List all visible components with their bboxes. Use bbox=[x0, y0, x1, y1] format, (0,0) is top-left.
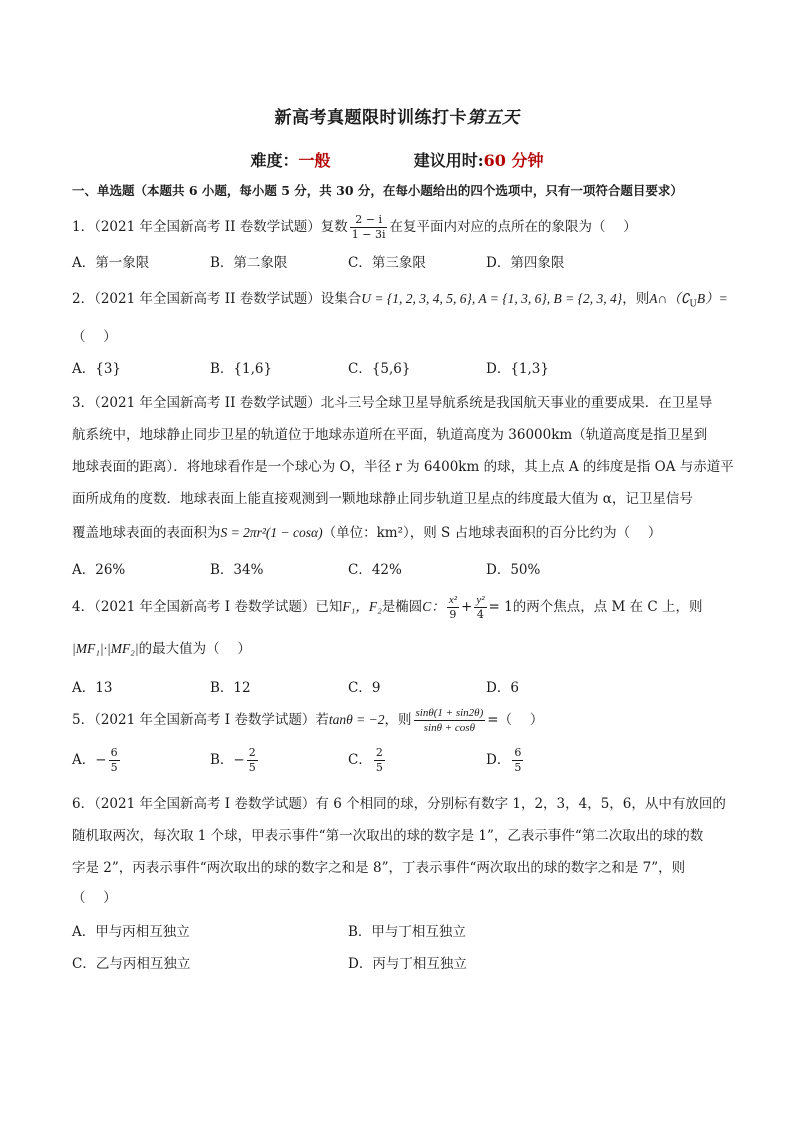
q5-fraction: $\frac{\sin\theta(1 + \sin 2\theta)}{\sin\theta + \cos\theta}$ bbox=[415, 707, 484, 734]
q6-option-c[interactable]: C．乙与丙相互独立 bbox=[72, 956, 191, 972]
q4-fraction-y: $\frac{\text{y²}}{4}$ bbox=[476, 594, 485, 621]
question-2-stem: 2．（2021 年全国新高考 II 卷数学试题）设集合U = {1, 2, 3, 4, 5, 6}, A = {1, 3, 6}, B = {2, 3, 4}，则$A\cap(∁_UB)=$ bbox=[72, 291, 728, 310]
q5-option-a[interactable]: A．− $\frac{6}{5}$ bbox=[72, 746, 118, 774]
title-day: 第五天 bbox=[467, 108, 520, 128]
q4-fraction-x: $\frac{\text{x²}}{9}$ bbox=[448, 594, 457, 621]
question-4-line-2: |MF₁|·|MF₂|的最大值为（ ） bbox=[72, 641, 251, 657]
q1-option-d[interactable]: D．第四象限 bbox=[486, 255, 565, 271]
question-6-line-3: 字是 2”，丙表示事件“两次取出的球的数字之和是 8”，丁表示事件“两次取出的球的数字之和是 7”，则 bbox=[72, 860, 686, 876]
q2-option-d[interactable]: D．{1,3} bbox=[486, 361, 549, 377]
meta-line bbox=[0, 148, 794, 171]
q1-fraction: $\frac{2 - i}{1 - 3i}$ bbox=[351, 213, 386, 241]
question-5-stem: 5．（2021 年全国新高考 I 卷数学试题）若tanθ = −2，则 $\frac{\sin\theta(1 + \sin 2\theta)}{\sin\theta + \cos\theta}$ =（ ） bbox=[72, 707, 544, 734]
q1-option-b[interactable]: B．第二象限 bbox=[210, 255, 288, 271]
q4-option-b[interactable]: B．12 bbox=[210, 680, 251, 696]
question-6-line-2: 随机取两次，每次取 1 个球，甲表示事件“第一次取出的球的数字是 1”，乙表示事件“第二次取出的球的数 bbox=[72, 828, 704, 844]
time-value: 60 分钟 bbox=[483, 151, 544, 170]
question-3-line-4: 面所成角的度数．地球表面上能直接观测到一颗地球静止同步轨道卫星点的纬度最大值为 α，记卫星信号 bbox=[72, 491, 693, 507]
q6-option-a[interactable]: A．甲与丙相互独立 bbox=[72, 924, 190, 940]
question-1-stem: 1．（2021 年全国新高考 II 卷数学试题）复数 $\frac{2 - i}{1 - 3i}$ 在复平面内对应的点所在的象限为（ ） bbox=[72, 213, 637, 241]
q1-option-a[interactable]: A．第一象限 bbox=[72, 255, 150, 271]
q1-option-c[interactable]: C．第三象限 bbox=[348, 255, 426, 271]
q3-formula: S = 2πr²(1 − cosα) bbox=[220, 525, 323, 540]
q4-option-d[interactable]: D．6 bbox=[486, 680, 519, 696]
q4-option-c[interactable]: C．9 bbox=[348, 680, 381, 696]
difficulty-value: 一般 bbox=[298, 151, 331, 170]
q3-option-c[interactable]: C．42% bbox=[348, 562, 402, 578]
q5-option-c[interactable]: C． $\frac{2}{5}$ bbox=[348, 746, 383, 774]
question-6-line-4: （ ） bbox=[72, 890, 117, 906]
page-title: 新高考真题限时训练打卡第五天 bbox=[274, 108, 520, 128]
question-3-line-1: 3．（2021 年全国新高考 II 卷数学试题）北斗三号全球卫星导航系统是我国航天事业的重要成果．在卫星导 bbox=[72, 395, 713, 411]
difficulty-label: 难度： bbox=[250, 151, 299, 170]
question-6-line-1: 6．（2021 年全国新高考 I 卷数学试题）有 6 个相同的球，分别标有数字 1，2，3，4，5，6，从中有放回的 bbox=[72, 796, 726, 812]
time-label: 建议用时: bbox=[413, 151, 484, 170]
q2-option-b[interactable]: B．{1,6} bbox=[210, 361, 273, 377]
q5-option-b[interactable]: B．− $\frac{2}{5}$ bbox=[210, 746, 256, 774]
section-heading: 一、单选题（本题共 6 小题，每小题 5 分，共 30 分，在每小题给出的四个选项中，只有一项符合题目要求） bbox=[72, 183, 683, 198]
q2-option-c[interactable]: C．{5,6} bbox=[348, 361, 411, 377]
question-2-paren: （ ） bbox=[72, 329, 117, 345]
question-4-line-1: 4．（2021 年全国新高考 I 卷数学试题）已知F₁，F₂是椭圆C： $\frac{\text{x²}}{9}$ + $\frac{\text{y²}}{4}$ = 1的两个焦点，点 M 在 C 上，则 bbox=[72, 594, 703, 621]
question-3-line-5: 覆盖地球表面的表面积为S = 2πr²(1 − cosα)（单位：km²），则 S 占地球表面积的百分比约为（ ） bbox=[72, 525, 662, 541]
q3-option-a[interactable]: A．26% bbox=[72, 562, 126, 578]
q4-option-a[interactable]: A．13 bbox=[72, 680, 113, 696]
q3-option-b[interactable]: B．34% bbox=[210, 562, 264, 578]
q5-option-d[interactable]: D． $\frac{6}{5}$ bbox=[486, 746, 522, 774]
q6-option-d[interactable]: D．丙与丁相互独立 bbox=[348, 956, 467, 972]
q2-option-a[interactable]: A．{3} bbox=[72, 361, 122, 377]
question-3-line-3: 地球表面的距离）．将地球看作是一个球心为 O，半径 r 为 6400km 的球，其上点 A 的纬度是指 OA 与赤道平 bbox=[72, 459, 734, 475]
q6-option-b[interactable]: B．甲与丁相互独立 bbox=[348, 924, 466, 940]
question-3-line-2: 航系统中，地球静止同步卫星的轨道位于地球赤道所在平面，轨道高度为 36000km（轨道高度是指卫星到 bbox=[72, 427, 708, 443]
q3-option-d[interactable]: D．50% bbox=[486, 562, 541, 578]
